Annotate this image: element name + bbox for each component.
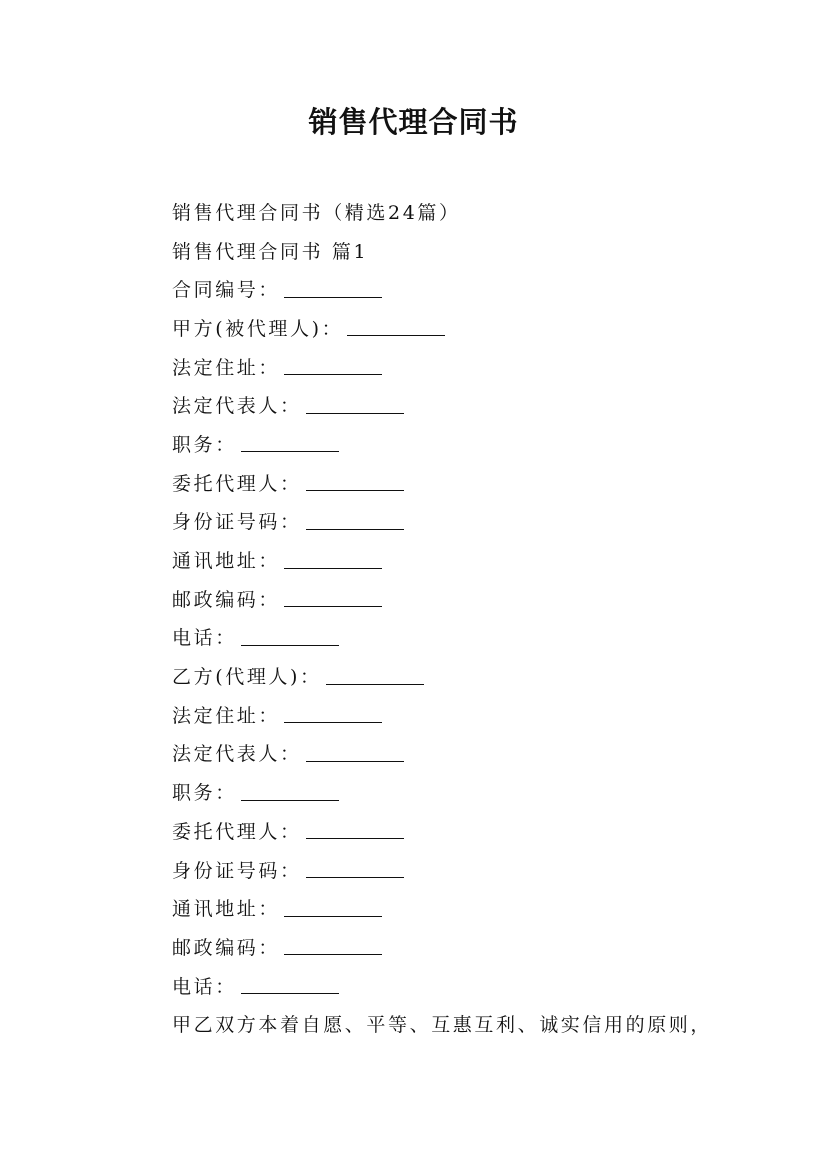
form-field-line [172,966,732,1005]
form-field-line [172,424,732,463]
field-label: 邮政编码： [172,936,281,959]
field-label: 法定住址： [172,356,281,379]
fill-in-blank-line [241,450,339,452]
form-field-line [172,656,732,695]
form-field-line [172,850,732,889]
form-field-line [172,347,732,386]
field-label: 职务： [172,433,237,456]
form-field-line [172,618,732,657]
field-label: 职务： [172,782,237,805]
fill-in-blank-line [306,876,404,878]
fill-in-blank-line [241,644,339,646]
fill-in-blank-line [284,605,382,607]
form-field-line [172,502,732,541]
document-title: 销售代理合同书 [308,105,519,139]
form-field-line [172,811,732,850]
fill-in-blank-line [306,528,404,530]
fill-in-blank-line [284,721,382,723]
line-text: 甲乙双方本着自愿、平等、互惠互利、诚实信用的原则， [172,1014,713,1037]
paragraph-line [172,192,732,231]
field-label: 邮政编码： [172,588,281,611]
field-label: 委托代理人： [172,820,302,843]
field-label: 法定住址： [172,704,281,727]
fill-in-blank-line [241,992,339,994]
form-field-line [172,772,732,811]
field-label: 电话： [172,627,237,650]
document-body [172,192,732,1043]
form-field-line [172,888,732,927]
fill-in-blank-line [306,489,404,491]
field-label: 电话： [172,975,237,998]
fill-in-blank-line [326,683,424,685]
fill-in-blank-line [306,760,404,762]
field-label: 合同编号： [172,279,281,302]
field-label: 通讯地址： [172,898,281,921]
paragraph-line [172,1004,732,1043]
field-label: 身份证号码： [172,511,302,534]
field-label: 法定代表人： [172,395,302,418]
fill-in-blank-line [284,296,382,298]
form-field-line [172,695,732,734]
line-text: 销售代理合同书 篇1 [172,240,369,263]
fill-in-blank-line [241,799,339,801]
field-label: 身份证号码： [172,859,302,882]
form-field-line [172,463,732,502]
field-label: 乙方(代理人)： [172,666,322,689]
field-label: 法定代表人： [172,743,302,766]
paragraph-line [172,231,732,270]
fill-in-blank-line [284,567,382,569]
form-field-line [172,308,732,347]
fill-in-blank-line [284,953,382,955]
fill-in-blank-line [347,334,445,336]
form-field-line [172,269,732,308]
field-label: 委托代理人： [172,472,302,495]
fill-in-blank-line [306,412,404,414]
field-label: 通讯地址： [172,550,281,573]
fill-in-blank-line [284,915,382,917]
form-field-line [172,927,732,966]
field-label: 甲方(被代理人)： [172,317,344,340]
fill-in-blank-line [284,373,382,375]
form-field-line [172,385,732,424]
fill-in-blank-line [306,837,404,839]
line-text: 销售代理合同书（精选24篇） [172,201,461,224]
form-field-line [172,734,732,773]
form-field-line [172,540,732,579]
form-field-line [172,579,732,618]
